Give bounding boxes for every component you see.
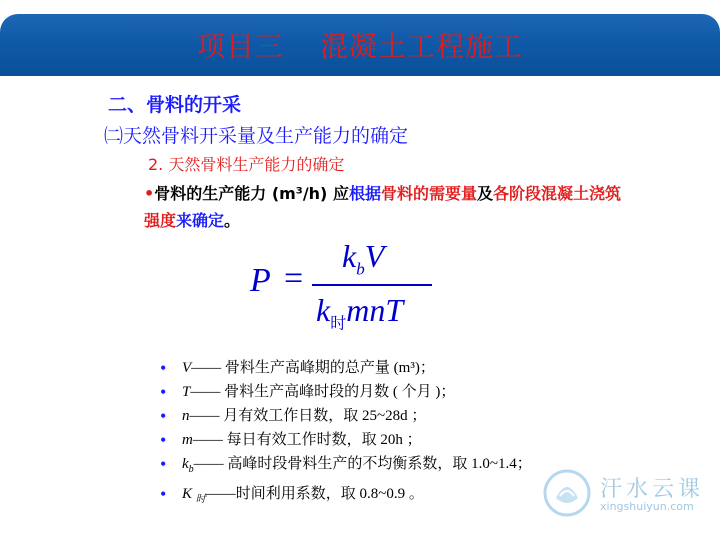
watermark-url: xingshuiyun.com <box>600 500 694 513</box>
definition-item: • K $_时$——时间利用系数，取 0.8~0.9 。 <box>160 484 424 505</box>
description-paragraph: •骨料的生产能力 (m³/h) 应根据骨料的需要量及各阶段混凝土浇筑强度来确定。 <box>144 184 622 230</box>
formula-numerator: $k_bV$ <box>342 238 385 279</box>
definition-item: • $k_b——$ 高峰时段骨料生产的不均衡系数，取 1.0~1.4； <box>160 454 532 475</box>
slide-title-topic: 混凝土工程施工 <box>320 30 524 63</box>
bullet-icon: • <box>160 430 167 450</box>
subsection-heading: ㈡天然骨料开采量及生产能力的确定 <box>104 125 409 147</box>
bullet-icon: • <box>160 454 167 474</box>
production-formula <box>250 232 450 342</box>
paragraph-bullet: • <box>144 184 155 203</box>
watermark-brand: 汗水云课 <box>600 477 705 502</box>
bullet-icon: • <box>160 358 167 378</box>
item-heading: 2. 天然骨料生产能力的确定 <box>148 155 345 174</box>
definition-item: • n—— 月有效工作日数，取 25~28d ； <box>160 406 427 426</box>
definition-item: • T—— 骨料生产高峰时段的月数 ( 个月 )； <box>160 382 456 402</box>
section-heading: 二、骨料的开采 <box>108 94 242 116</box>
formula-lhs: P <box>250 262 271 299</box>
variable-definitions <box>160 356 580 512</box>
water-drop-icon <box>542 468 592 518</box>
definition-item: • V—— 骨料生产高峰期的总产量 (m³)； <box>160 358 435 378</box>
slide-title-project: 项目三 <box>196 30 284 63</box>
formula-equals: = <box>284 260 304 297</box>
bullet-icon: • <box>160 406 167 426</box>
definition-item: • m—— 每日有效工作时数，取 20h ； <box>160 430 422 450</box>
watermark-logo <box>540 466 720 526</box>
formula-denominator: $k_时mnT$ <box>316 292 404 333</box>
fraction-bar <box>312 284 432 286</box>
bullet-icon: • <box>160 382 167 402</box>
bullet-icon: • <box>160 484 167 504</box>
slide-title <box>0 14 720 76</box>
